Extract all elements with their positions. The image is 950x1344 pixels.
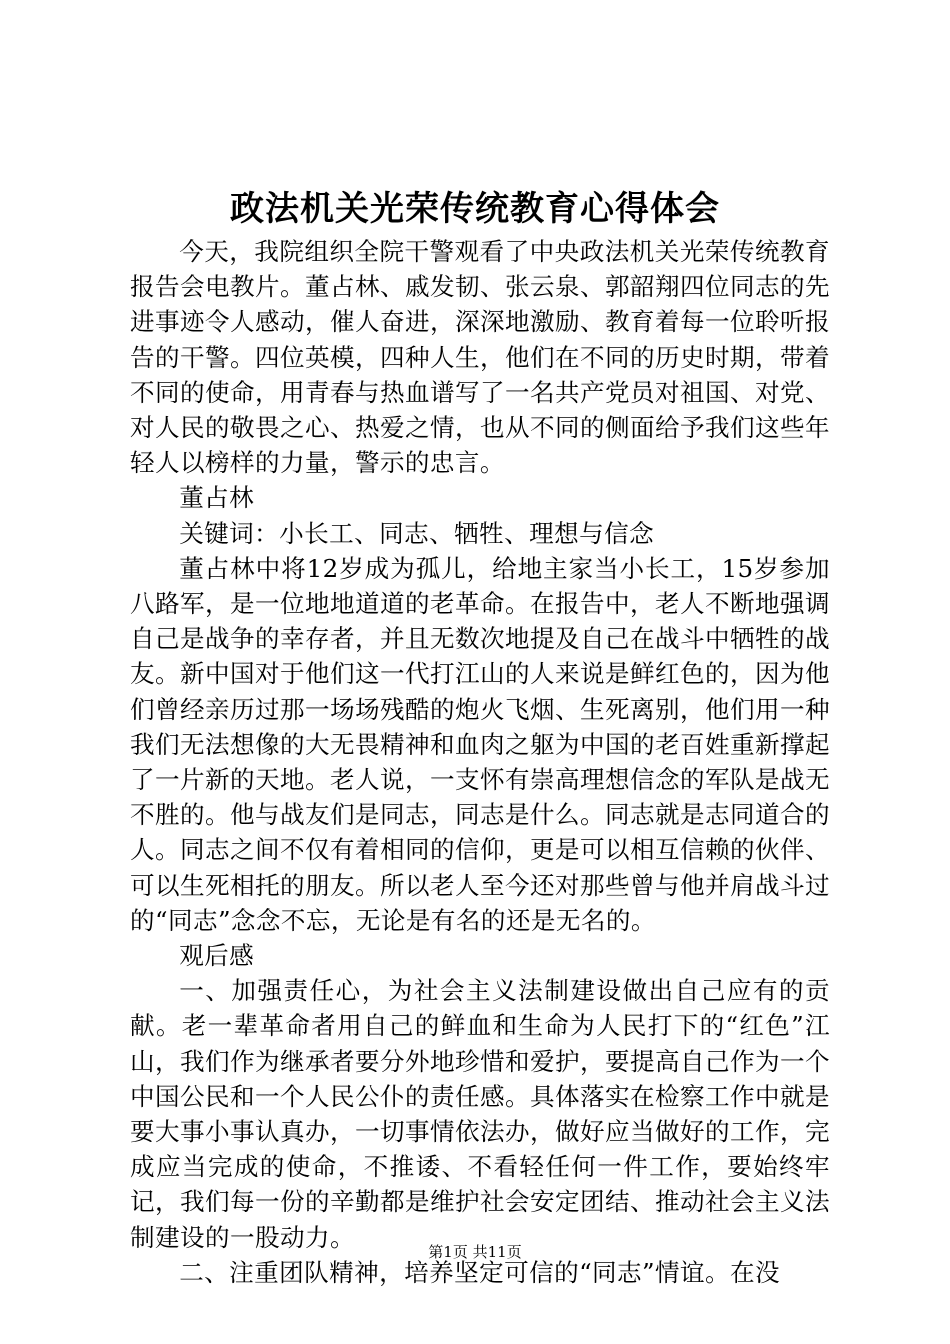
paragraph-point-two: 二、注重团队精神，培养坚定可信的“同志”情谊。在没 [179, 1257, 780, 1287]
paragraph-point-one: 一、加强责任心，为社会主义法制建设做出自己应有的贡献。老一辈革命者用自己的鲜血和生命为人民打下的“红色”江山，我们作为继承者要分外地珍惜和爱护，要提高自己作为一个中国公民和一个人民公仆的责任感。具体落实在检察工作中就是要大事小事认真办，一切事情依法办，做好应当做好的工作，完成应当完成的使命，不推诿、不看轻任何一件工作，要始终牢记，我们每一份的辛勤都是维护社会安定团结、推动社会主义法制建设的一股动力。 [130, 976, 830, 1252]
section-heading-reflections: 观后感 [179, 941, 255, 971]
paragraph-intro: 今天，我院组织全院干警观看了中央政法机关光荣传统教育报告会电教片。董占林、戚发韧、张云泉、郭韶翔四位同志的先进事迹令人感动，催人奋进，深深地激励、教育着每一位聆听报告的干警。四位英模，四种人生，他们在不同的历史时期，带着不同的使命，用青春与热血谱写了一名共产党员对祖国、对党、对人民的敬畏之心、热爱之情，也从不同的侧面给予我们这些年轻人以榜样的力量，警示的忠言。 [130, 237, 830, 478]
page-number-footer: 第1页 共11页 [428, 1243, 522, 1261]
section-heading-dong-zhanlin: 董占林 [179, 483, 255, 513]
document-title: 政法机关光荣传统教育心得体会 [230, 189, 720, 229]
keywords-line: 关键词：小长工、同志、牺牲、理想与信念 [179, 518, 655, 548]
paragraph-dong-zhanlin-story: 董占林中将12岁成为孤儿，给地主家当小长工，15岁参加八路军，是一位地地道道的老革命。在报告中，老人不断地强调自己是战争的幸存者，并且无数次地提及自己在战斗中牺牲的战友。新中国对于他们这一代打江山的人来说是鲜红色的，因为他们曾经亲历过那一场场残酷的炮火飞烟、生死离别，他们用一种我们无法想像的大无畏精神和血肉之躯为中国的老百姓重新撑起了一片新的天地。老人说，一支怀有崇高理想信念的军队是战无不胜的。他与战友们是同志，同志是什么。同志就是志同道合的人。同志之间不仅有着相同的信仰，更是可以相互信赖的伙伴、可以生死相托的朋友。所以老人至今还对那些曾与他并肩战斗过的“同志”念念不忘，无论是有名的还是无名的。 [130, 553, 830, 935]
document-body [130, 234, 830, 1290]
